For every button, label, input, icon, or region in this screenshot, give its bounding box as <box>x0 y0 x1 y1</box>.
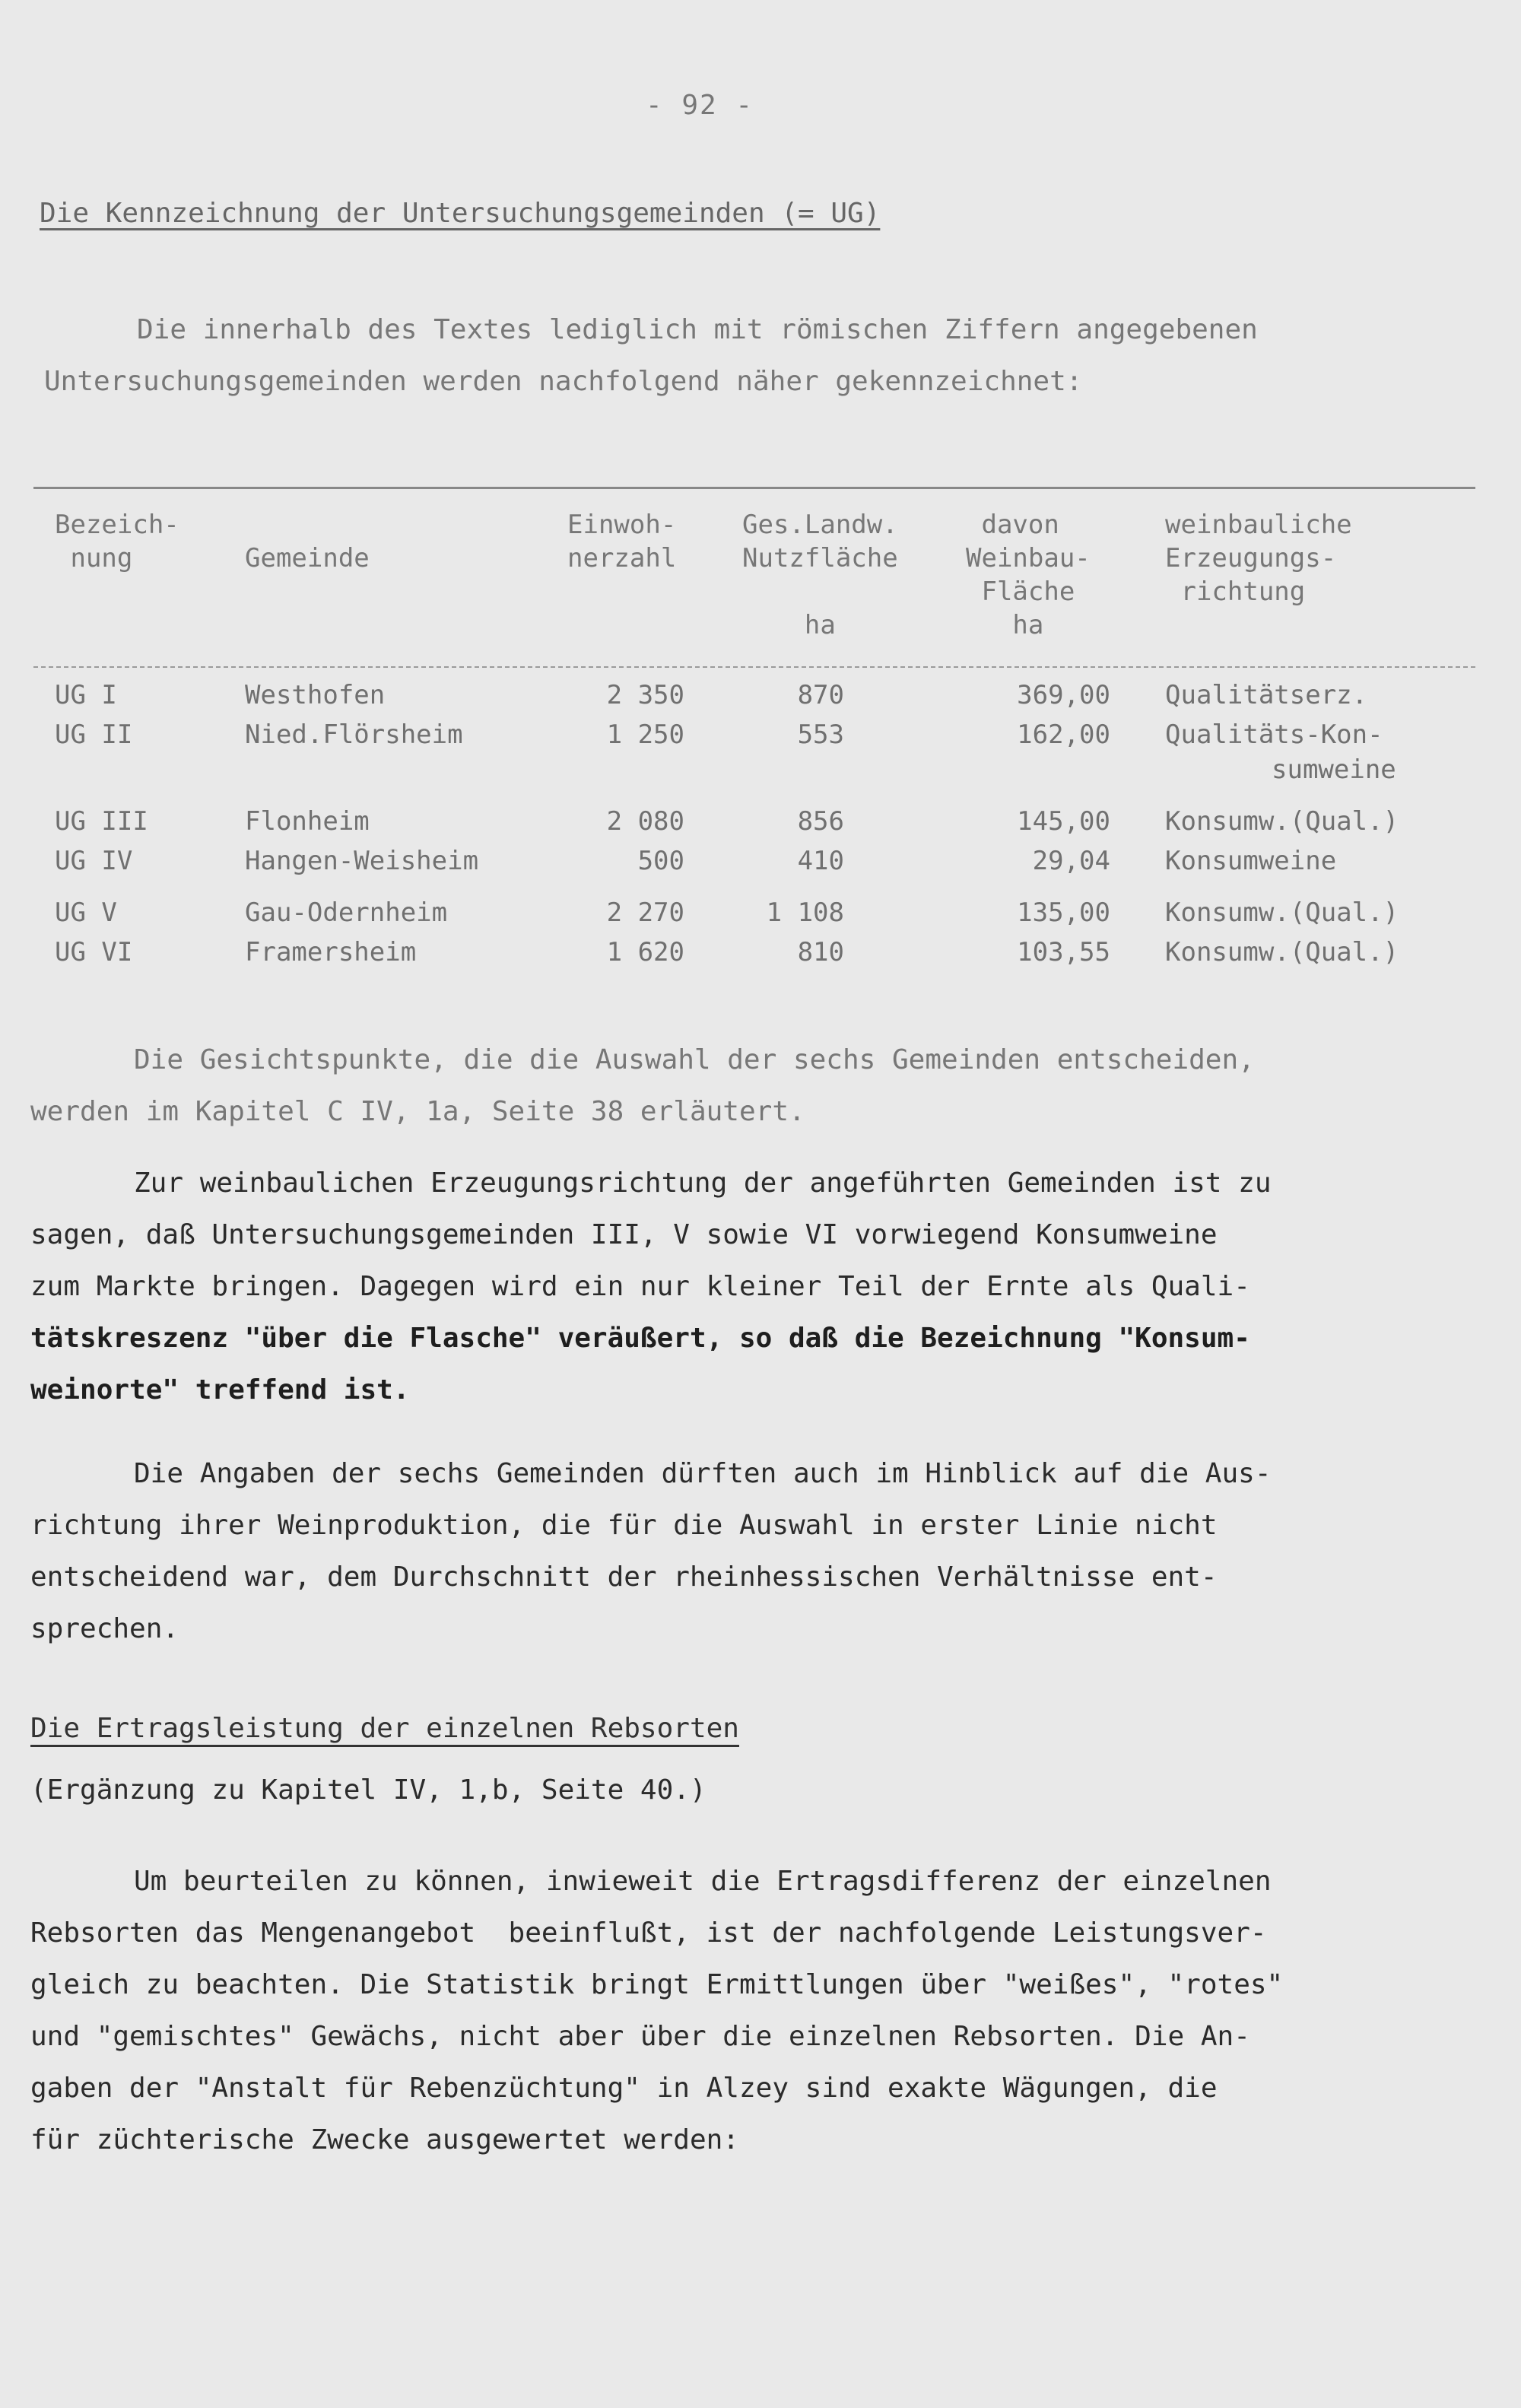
table-cell-gem: Framersheim <box>245 937 417 967</box>
para4-line-5: gaben der "Anstalt für Rebenzüchtung" in Alzey sind exakte Wägungen, die <box>30 2073 1218 2104</box>
table-cell-ges: 810 <box>797 937 844 967</box>
table-cell-bez: UG IV <box>55 846 133 876</box>
table-cell-bez: UG I <box>55 680 117 710</box>
table-cell-erz: Konsumw.(Qual.) <box>1165 937 1399 967</box>
table-cell-ein: 1 620 <box>606 937 684 967</box>
para3-line-2: richtung ihrer Weinproduktion, die für die Auswahl in erster Linie nicht <box>30 1510 1218 1541</box>
table-cell-davon: 369,00 <box>1017 680 1110 710</box>
table-cell-ges: 856 <box>797 806 844 837</box>
col-header-bezeichnung: Bezeich- nung <box>55 510 179 573</box>
para2-line-4: tätskreszenz "über die Flasche" veräußert, so daß die Bezeichnung "Konsum- <box>30 1323 1250 1354</box>
para3-line-3: entscheidend war, dem Durchschnitt der rheinhessischen Verhältnisse ent- <box>30 1561 1218 1593</box>
para1-line-1: Die Gesichtspunkte, die die Auswahl der sechs Gemeinden entscheiden, <box>134 1044 1255 1075</box>
table-cell-davon: 145,00 <box>1017 806 1110 837</box>
col-header-einwohnerzahl: Einwoh- nerzahl <box>567 510 677 573</box>
col-header-weinbauflaeche: davon Weinbau- Fläche ha <box>966 510 1091 640</box>
table-cell-gem: Flonheim <box>245 806 370 837</box>
table-cell-davon: 162,00 <box>1017 720 1110 750</box>
table-cell-bez: UG III <box>55 806 148 837</box>
para2-line-3: zum Markte bringen. Dagegen wird ein nur kleiner Teil der Ernte als Quali- <box>30 1271 1250 1302</box>
table-cell-erz: Konsumweine <box>1165 846 1337 876</box>
table-cell-ein: 1 250 <box>606 720 684 750</box>
para2-line-1: Zur weinbaulichen Erzeugungsrichtung der angeführten Gemeinden ist zu <box>134 1167 1272 1199</box>
table-cell-ges: 553 <box>797 720 844 750</box>
table-cell-ein: 2 350 <box>606 680 684 710</box>
para2-line-2: sagen, daß Untersuchungsgemeinden III, V sowie VI vorwiegend Konsumweine <box>30 1219 1218 1250</box>
table-header-rule <box>33 666 1475 668</box>
table-cell-davon: 29,04 <box>1032 846 1110 876</box>
para2-line-5: weinorte" treffend ist. <box>30 1374 410 1406</box>
section-heading-rebsorten: Die Ertragsleistung der einzelnen Rebsorten <box>30 1713 739 1744</box>
table-cell-erz: sumweine <box>1272 754 1396 785</box>
table-cell-gem: Nied.Flörsheim <box>245 720 463 750</box>
table-top-rule <box>33 487 1475 489</box>
page-number: - 92 - <box>645 90 754 121</box>
col-header-erzeugungsrichtung: weinbauliche Erzeugungs- richtung <box>1165 510 1352 607</box>
table-cell-davon: 103,55 <box>1017 937 1110 967</box>
para3-line-1: Die Angaben der sechs Gemeinden dürften auch im Hinblick auf die Aus- <box>134 1458 1272 1489</box>
table-cell-ges: 1 108 <box>766 897 844 928</box>
table-cell-gem: Hangen-Weisheim <box>245 846 479 876</box>
table-cell-gem: Gau-Odernheim <box>245 897 448 928</box>
table-cell-davon: 135,00 <box>1017 897 1110 928</box>
para4-line-1: Um beurteilen zu können, inwieweit die Ertragsdifferenz der einzelnen <box>134 1866 1272 1897</box>
table-cell-erz: Qualitätserz. <box>1165 680 1368 710</box>
table-cell-ges: 410 <box>797 846 844 876</box>
table-cell-erz: Qualitäts-Kon- <box>1165 720 1383 750</box>
section2-subtitle: (Ergänzung zu Kapitel IV, 1,b, Seite 40.) <box>30 1774 707 1806</box>
table-cell-ein: 2 080 <box>606 806 684 837</box>
table-cell-ein: 2 270 <box>606 897 684 928</box>
para4-line-3: gleich zu beachten. Die Statistik bringt Ermittlungen über "weißes", "rotes" <box>30 1969 1284 2000</box>
para4-line-2: Rebsorten das Mengenangebot beeinflußt, ist der nachfolgende Leistungsver- <box>30 1917 1267 1949</box>
col-header-nutzflaeche: Ges.Landw. Nutzfläche ha <box>742 510 898 640</box>
table-cell-bez: UG II <box>55 720 133 750</box>
para1-line-2: werden im Kapitel C IV, 1a, Seite 38 erläutert. <box>30 1096 805 1127</box>
table-cell-bez: UG V <box>55 897 117 928</box>
table-cell-erz: Konsumw.(Qual.) <box>1165 806 1399 837</box>
table-cell-ein: 500 <box>637 846 684 876</box>
table-cell-bez: UG VI <box>55 937 133 967</box>
table-cell-ges: 870 <box>797 680 844 710</box>
intro-line-1: Die innerhalb des Textes lediglich mit römischen Ziffern angegebenen <box>137 314 1258 345</box>
para4-line-4: und "gemischtes" Gewächs, nicht aber über die einzelnen Rebsorten. Die An- <box>30 2021 1250 2052</box>
table-cell-gem: Westhofen <box>245 680 386 710</box>
col-header-gemeinde: Gemeinde <box>245 543 370 573</box>
intro-line-2: Untersuchungsgemeinden werden nachfolgend näher gekennzeichnet: <box>44 366 1083 397</box>
para4-line-6: für züchterische Zwecke ausgewertet werden: <box>30 2124 739 2155</box>
section-heading-ug: Die Kennzeichnung der Untersuchungsgemeinden (= UG) <box>40 198 881 229</box>
table-cell-erz: Konsumw.(Qual.) <box>1165 897 1399 928</box>
para3-line-4: sprechen. <box>30 1613 179 1644</box>
